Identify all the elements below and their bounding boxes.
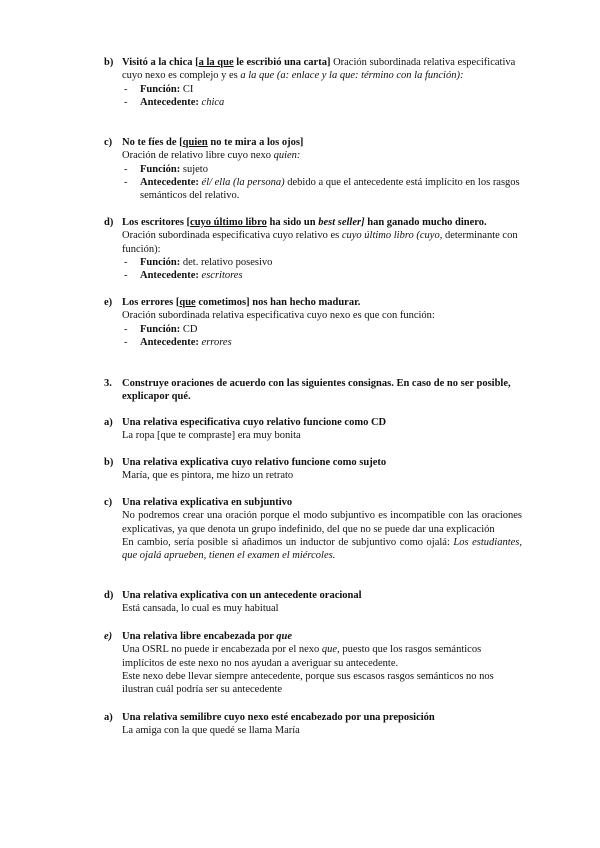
item-letter: a) (104, 417, 113, 428)
item-heading-and-text (122, 56, 522, 83)
item-heading: Una relativa especificativa cuyo relativo funcione como CD (122, 417, 387, 428)
item-text: Oración subordinada relativa especificativa cuyo nexo es complejo y es (122, 57, 516, 82)
question-prompt: Construye oraciones de acuerdo con las siguientes consignas. En caso de no ser posible, explicapor qué. (122, 378, 511, 403)
item-b (104, 56, 522, 109)
item-answer: No podremos crear una oración porque el modo subjuntivo es incompatible con las oraciones explicativas, ya que denota un grupo indefinido, del que no se puede dar una explicación (122, 510, 522, 535)
function-line: - Función: sujeto (122, 163, 522, 176)
item-text: Oración subordinada especificativa cuyo relativo es (122, 230, 342, 242)
item-3b (104, 456, 522, 483)
item-heading: Visitó a la chica [a la que le escribió una carta] (122, 57, 331, 68)
item-answer: La amiga con la que quedé se llama María (122, 725, 300, 737)
item-text-italic: a la que (a: enlace y la que: término con la función): (240, 70, 464, 82)
item-text: Oración subordinada relativa especificativa cuyo nexo es que con función: (122, 310, 435, 322)
item-heading: No te fíes de [quien no te mira a los ojos] (122, 137, 304, 148)
item-heading: Una relativa explicativa en subjuntivo (122, 497, 293, 508)
relative-nexus: cuyo último libro (190, 217, 267, 228)
relative-nexus: que (179, 297, 196, 308)
function-line: - Función: CD (122, 323, 522, 336)
item-heading-and-text: Los escritores [cuyo último libro ha sido un best seller] han ganado mucho dinero. Oración subordinada especificativa cuyo relativo es cuyo último libro (cuyo, determinante con función): (122, 217, 518, 255)
function-line: - Función: det. relativo posesivo (122, 256, 522, 269)
item-3f (104, 711, 522, 738)
item-answer: Está cansada, lo cual es muy habitual (122, 603, 279, 615)
item-heading: Una relativa explicativa con un antecedente oracional (122, 590, 362, 601)
item-e (104, 296, 522, 349)
question-3 (104, 377, 524, 404)
item-answer: María, que es pintora, me hizo un retrato (122, 470, 294, 482)
item-3a (104, 416, 522, 443)
item-heading: Los errores [que cometimos] nos han hecho madurar. (122, 297, 361, 308)
item-letter: b) (104, 57, 114, 68)
relative-nexus: a la que (198, 57, 234, 68)
item-heading: Una relativa libre encabezada por que (122, 631, 293, 642)
item-d (104, 216, 522, 282)
item-c (104, 136, 522, 202)
item-answer-alt: En cambio, sería posible si añadimos un inductor de subjuntivo como ojalá: Los estudiantes, que ojalá aprueben, tienen el examen el miércoles. (122, 536, 523, 562)
item-letter: d) (104, 217, 114, 228)
item-heading: Una relativa explicativa cuyo relativo funcione como sujeto (122, 457, 387, 468)
item-heading: Una relativa semilibre cuyo nexo esté encabezado por una preposición (122, 712, 435, 723)
item-answer: Una OSRL no puede ir encabezada por el nexo que, puesto que los rasgos semánticos implícitos de este nexo no nos ayudan a averiguar su antecedente. (122, 644, 482, 669)
analysis-list (122, 163, 522, 203)
item-3c (104, 496, 523, 562)
item-3d (104, 589, 522, 616)
item-3e (104, 630, 522, 696)
item-heading: Los escritores [cuyo último libro ha sido un best seller] han ganado mucho dinero. (122, 217, 487, 228)
item-letter: c) (104, 137, 113, 148)
antecedent-line: - Antecedente: él/ ella (la persona) debido a que el antecedente está implícito en los rasgos semánticos del relativo. (122, 176, 522, 203)
analysis-list (122, 83, 522, 110)
item-letter: e) (104, 297, 113, 308)
item-answer-alt: Este nexo debe llevar siempre antecedente, porque sus escasos rasgos semánticos no nos ilustran cuál podría ser su antecedente (122, 670, 494, 696)
antecedent-line: - Antecedente: escritores (122, 269, 522, 282)
analysis-list (122, 323, 522, 350)
function-line: - Función: CI (122, 83, 522, 96)
item-letter: c) (104, 497, 113, 508)
item-text: Oración de relativo libre cuyo nexo quien: (122, 150, 301, 162)
item-letter: d) (104, 590, 114, 601)
antecedent-line: - Antecedente: errores (122, 336, 522, 349)
item-letter: a) (104, 712, 113, 723)
analysis-list (122, 256, 522, 283)
antecedent-line: - Antecedente: chica (122, 96, 522, 109)
relative-nexus: quien (182, 137, 208, 148)
item-letter: e) (104, 631, 113, 642)
question-number: 3. (104, 378, 112, 389)
item-answer: La ropa [que te compraste] era muy bonita (122, 430, 301, 442)
item-letter: b) (104, 457, 114, 468)
